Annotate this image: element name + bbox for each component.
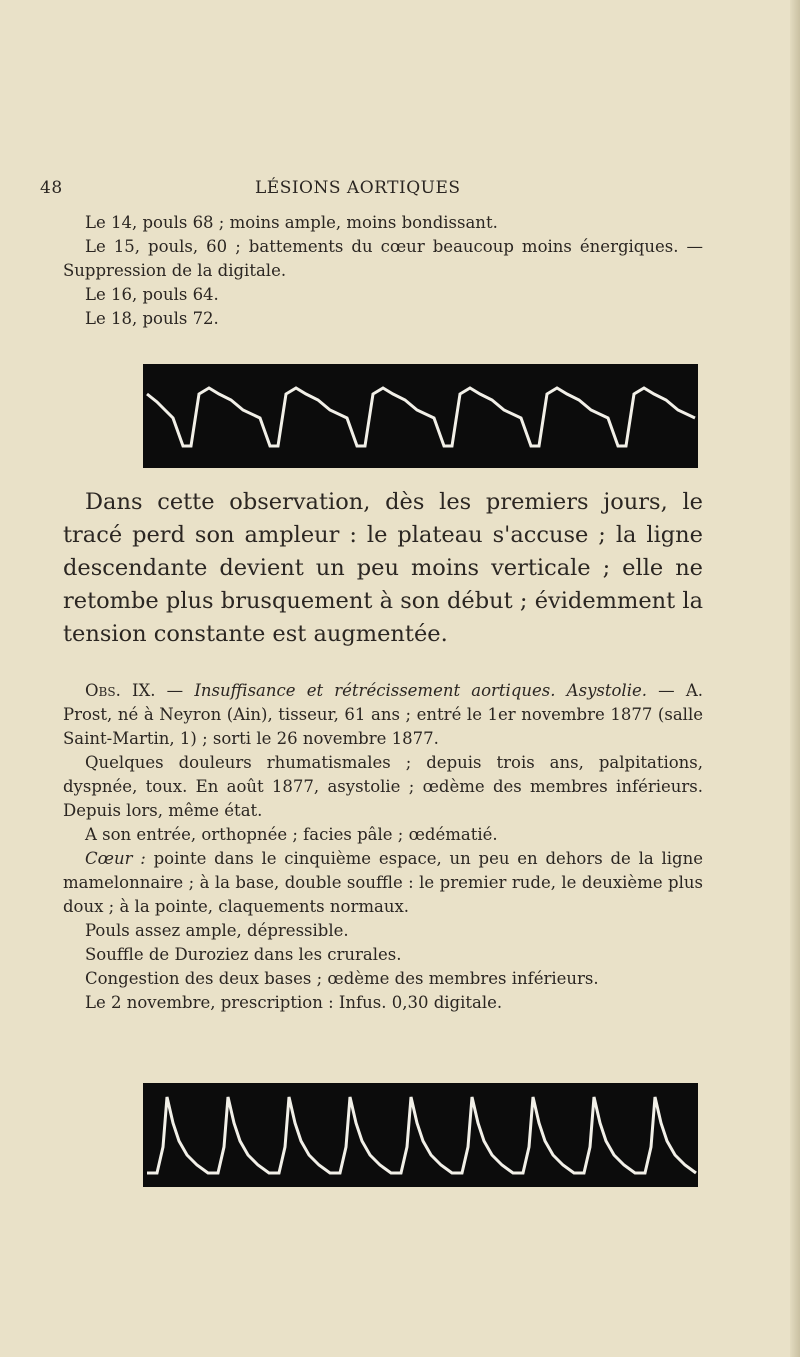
note-line: Le 15, pouls, 60 ; battements du cœur beaucoup moins énergiques. — Suppression de la digitale. (63, 237, 703, 280)
coeur-text: pointe dans le cinquième espace, un peu en dehors de la ligne mamelonnaire ; à la base, double souffle : le premier rude, le deuxième plus doux ; à la pointe, claquements normaux. (63, 849, 703, 916)
page-number: 48 (40, 178, 63, 198)
pulse-trace-figure-2 (143, 1083, 698, 1187)
note-line: Le 16, pouls 64. (85, 285, 219, 304)
pulse-trace-2 (143, 1083, 698, 1187)
daily-notes (63, 211, 703, 331)
observation-ix (63, 679, 703, 1015)
discussion-text: Dans cette observation, dès les premiers jours, le tracé perd son ampleur : le plateau s'accuse ; la ligne descendante devient un peu moins verticale ; elle ne retombe plus brusquement à son début ; évidemment la tension constante est augmentée. (63, 489, 703, 647)
page-edge (790, 0, 800, 1357)
coeur-paragraph (63, 847, 703, 919)
observation-paragraph: Souffle de Duroziez dans les crurales. (85, 945, 402, 964)
coeur-label: Cœur : (85, 849, 146, 868)
observation-paragraph: A son entrée, orthopnée ; facies pâle ; œdématié. (85, 825, 498, 844)
observation-paragraph: Pouls assez ample, dépressible. (85, 921, 349, 940)
observation-title: Insuffisance et rétrécissement aortiques. Asystolie. (194, 681, 647, 700)
observation-paragraph: Quelques douleurs rhumatismales ; depuis trois ans, palpitations, dyspnée, toux. En août 1877, asystolie ; œdème des membres inférieurs. Depuis lors, même état. (63, 753, 703, 820)
observation-paragraph: Congestion des deux bases ; œdème des membres inférieurs. (85, 969, 599, 988)
pulse-trace-1 (143, 364, 698, 468)
discussion-paragraph (63, 486, 703, 651)
pulse-trace-figure-1 (143, 364, 698, 468)
note-line: Le 14, pouls 68 ; moins ample, moins bondissant. (85, 213, 498, 232)
observation-heading (63, 679, 703, 751)
running-head: LÉSIONS AORTIQUES (255, 178, 461, 198)
observation-paragraph: Le 2 novembre, prescription : Infus. 0,30 digitale. (85, 993, 503, 1012)
observation-label: Obs. IX. — (85, 681, 184, 700)
note-line: Le 18, pouls 72. (85, 309, 219, 328)
observation-intro: — A. Prost, né à Neyron (Ain), tisseur, 61 ans ; entré le 1er novembre 1877 (salle Saint-Martin, 1) ; sorti le 26 novembre 1877. (63, 681, 704, 748)
